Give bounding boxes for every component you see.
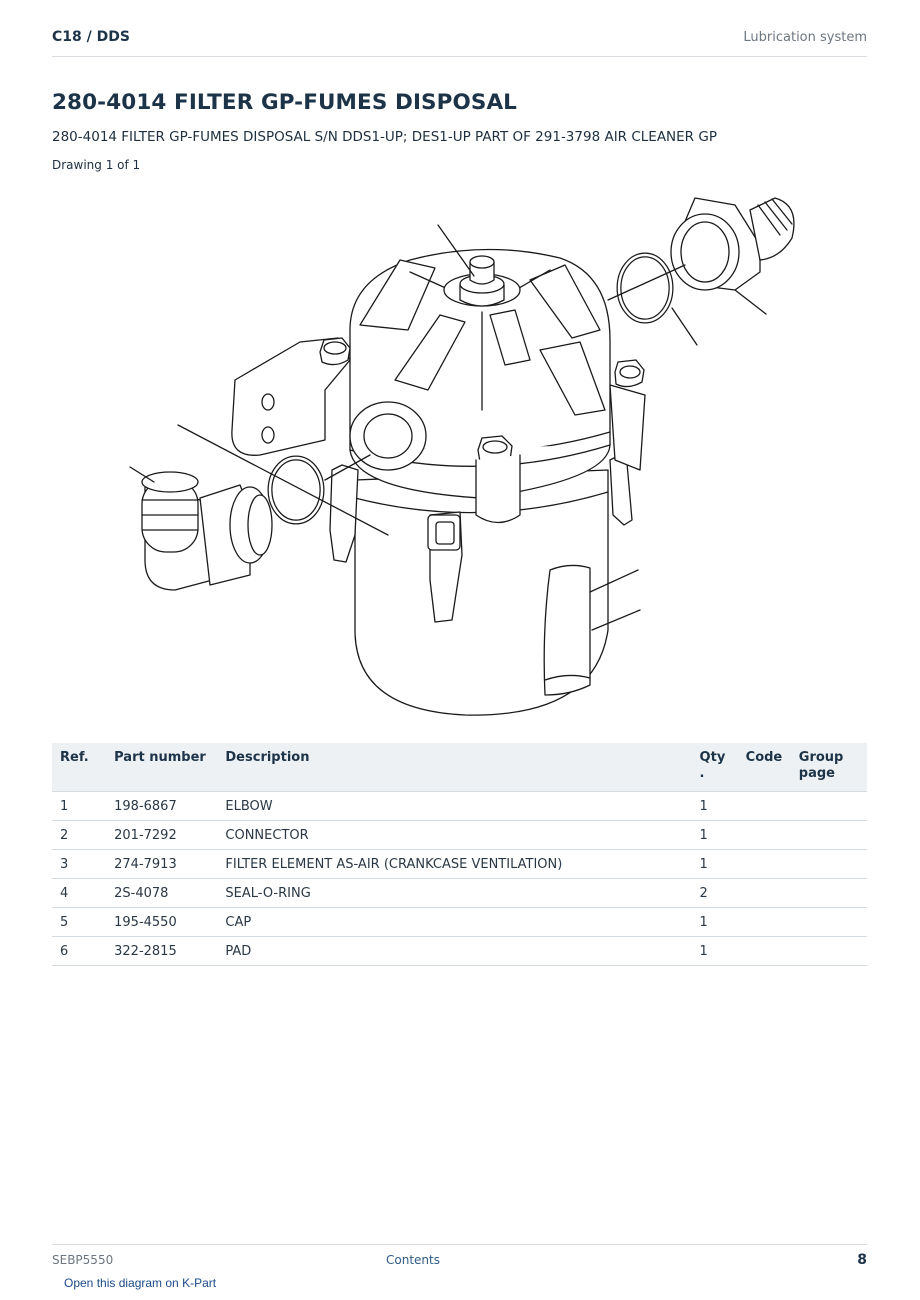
cell-description: SEAL-O-RING — [217, 879, 691, 908]
cell-ref: 6 — [52, 937, 106, 966]
cell-code — [738, 908, 791, 937]
cell-part-number: 195-4550 — [106, 908, 217, 937]
connector-fitting — [671, 198, 794, 290]
cell-group-page — [791, 821, 867, 850]
cell-qty: 1 — [692, 821, 738, 850]
breadcrumb: C18 / DDS — [52, 29, 130, 45]
cell-code — [738, 792, 791, 821]
cell-code — [738, 937, 791, 966]
cell-ref: 1 — [52, 792, 106, 821]
page-header — [52, 28, 867, 57]
cell-group-page — [791, 879, 867, 908]
page-number: 8 — [857, 1252, 867, 1268]
col-header-part-number: Part number — [106, 743, 217, 792]
drawing-label: Drawing 1 of 1 — [52, 158, 141, 172]
cell-ref: 4 — [52, 879, 106, 908]
col-header-description: Description — [217, 743, 691, 792]
table-row — [52, 937, 867, 966]
cell-description: ELBOW — [217, 792, 691, 821]
cell-ref: 2 — [52, 821, 106, 850]
table-row — [52, 792, 867, 821]
table-row — [52, 879, 867, 908]
cell-qty: 2 — [692, 879, 738, 908]
contents-link[interactable]: Contents — [386, 1253, 440, 1267]
cell-qty: 1 — [692, 850, 738, 879]
cell-description: FILTER ELEMENT AS-AIR (CRANKCASE VENTILATION) — [217, 850, 691, 879]
table-row — [52, 850, 867, 879]
kpart-diagram-link[interactable]: Open this diagram on K-Part — [64, 1276, 217, 1290]
col-header-ref: Ref. — [52, 743, 106, 792]
table-header-row — [52, 743, 867, 792]
table-row — [52, 821, 867, 850]
cell-qty: 1 — [692, 908, 738, 937]
cell-code — [738, 821, 791, 850]
cell-group-page — [791, 792, 867, 821]
document-id: SEBP5550 — [52, 1253, 114, 1267]
cell-ref: 5 — [52, 908, 106, 937]
cell-qty: 1 — [692, 792, 738, 821]
cell-code — [738, 850, 791, 879]
cell-part-number: 322-2815 — [106, 937, 217, 966]
col-header-code: Code — [738, 743, 791, 792]
section-title: Lubrication system — [743, 30, 867, 45]
cell-part-number: 2S-4078 — [106, 879, 217, 908]
cell-description: PAD — [217, 937, 691, 966]
elbow-fitting — [142, 472, 272, 590]
cell-part-number: 198-6867 — [106, 792, 217, 821]
cell-group-page — [791, 937, 867, 966]
cell-part-number: 274-7913 — [106, 850, 217, 879]
cell-description: CAP — [217, 908, 691, 937]
footer-divider — [52, 1244, 867, 1245]
cell-code — [738, 879, 791, 908]
cell-group-page — [791, 850, 867, 879]
parts-drawing — [110, 180, 810, 730]
page-title: 280-4014 FILTER GP-FUMES DISPOSAL — [52, 90, 517, 115]
cell-description: CONNECTOR — [217, 821, 691, 850]
table-row — [52, 908, 867, 937]
cell-qty: 1 — [692, 937, 738, 966]
col-header-group-page: Group page — [791, 743, 867, 792]
cell-part-number: 201-7292 — [106, 821, 217, 850]
parts-table — [52, 743, 867, 966]
cell-ref: 3 — [52, 850, 106, 879]
page-subtitle: 280-4014 FILTER GP-FUMES DISPOSAL S/N DDS1-UP; DES1-UP PART OF 291-3798 AIR CLEANER GP — [52, 129, 717, 145]
cell-group-page — [791, 908, 867, 937]
col-header-qty: Qty . — [692, 743, 738, 792]
